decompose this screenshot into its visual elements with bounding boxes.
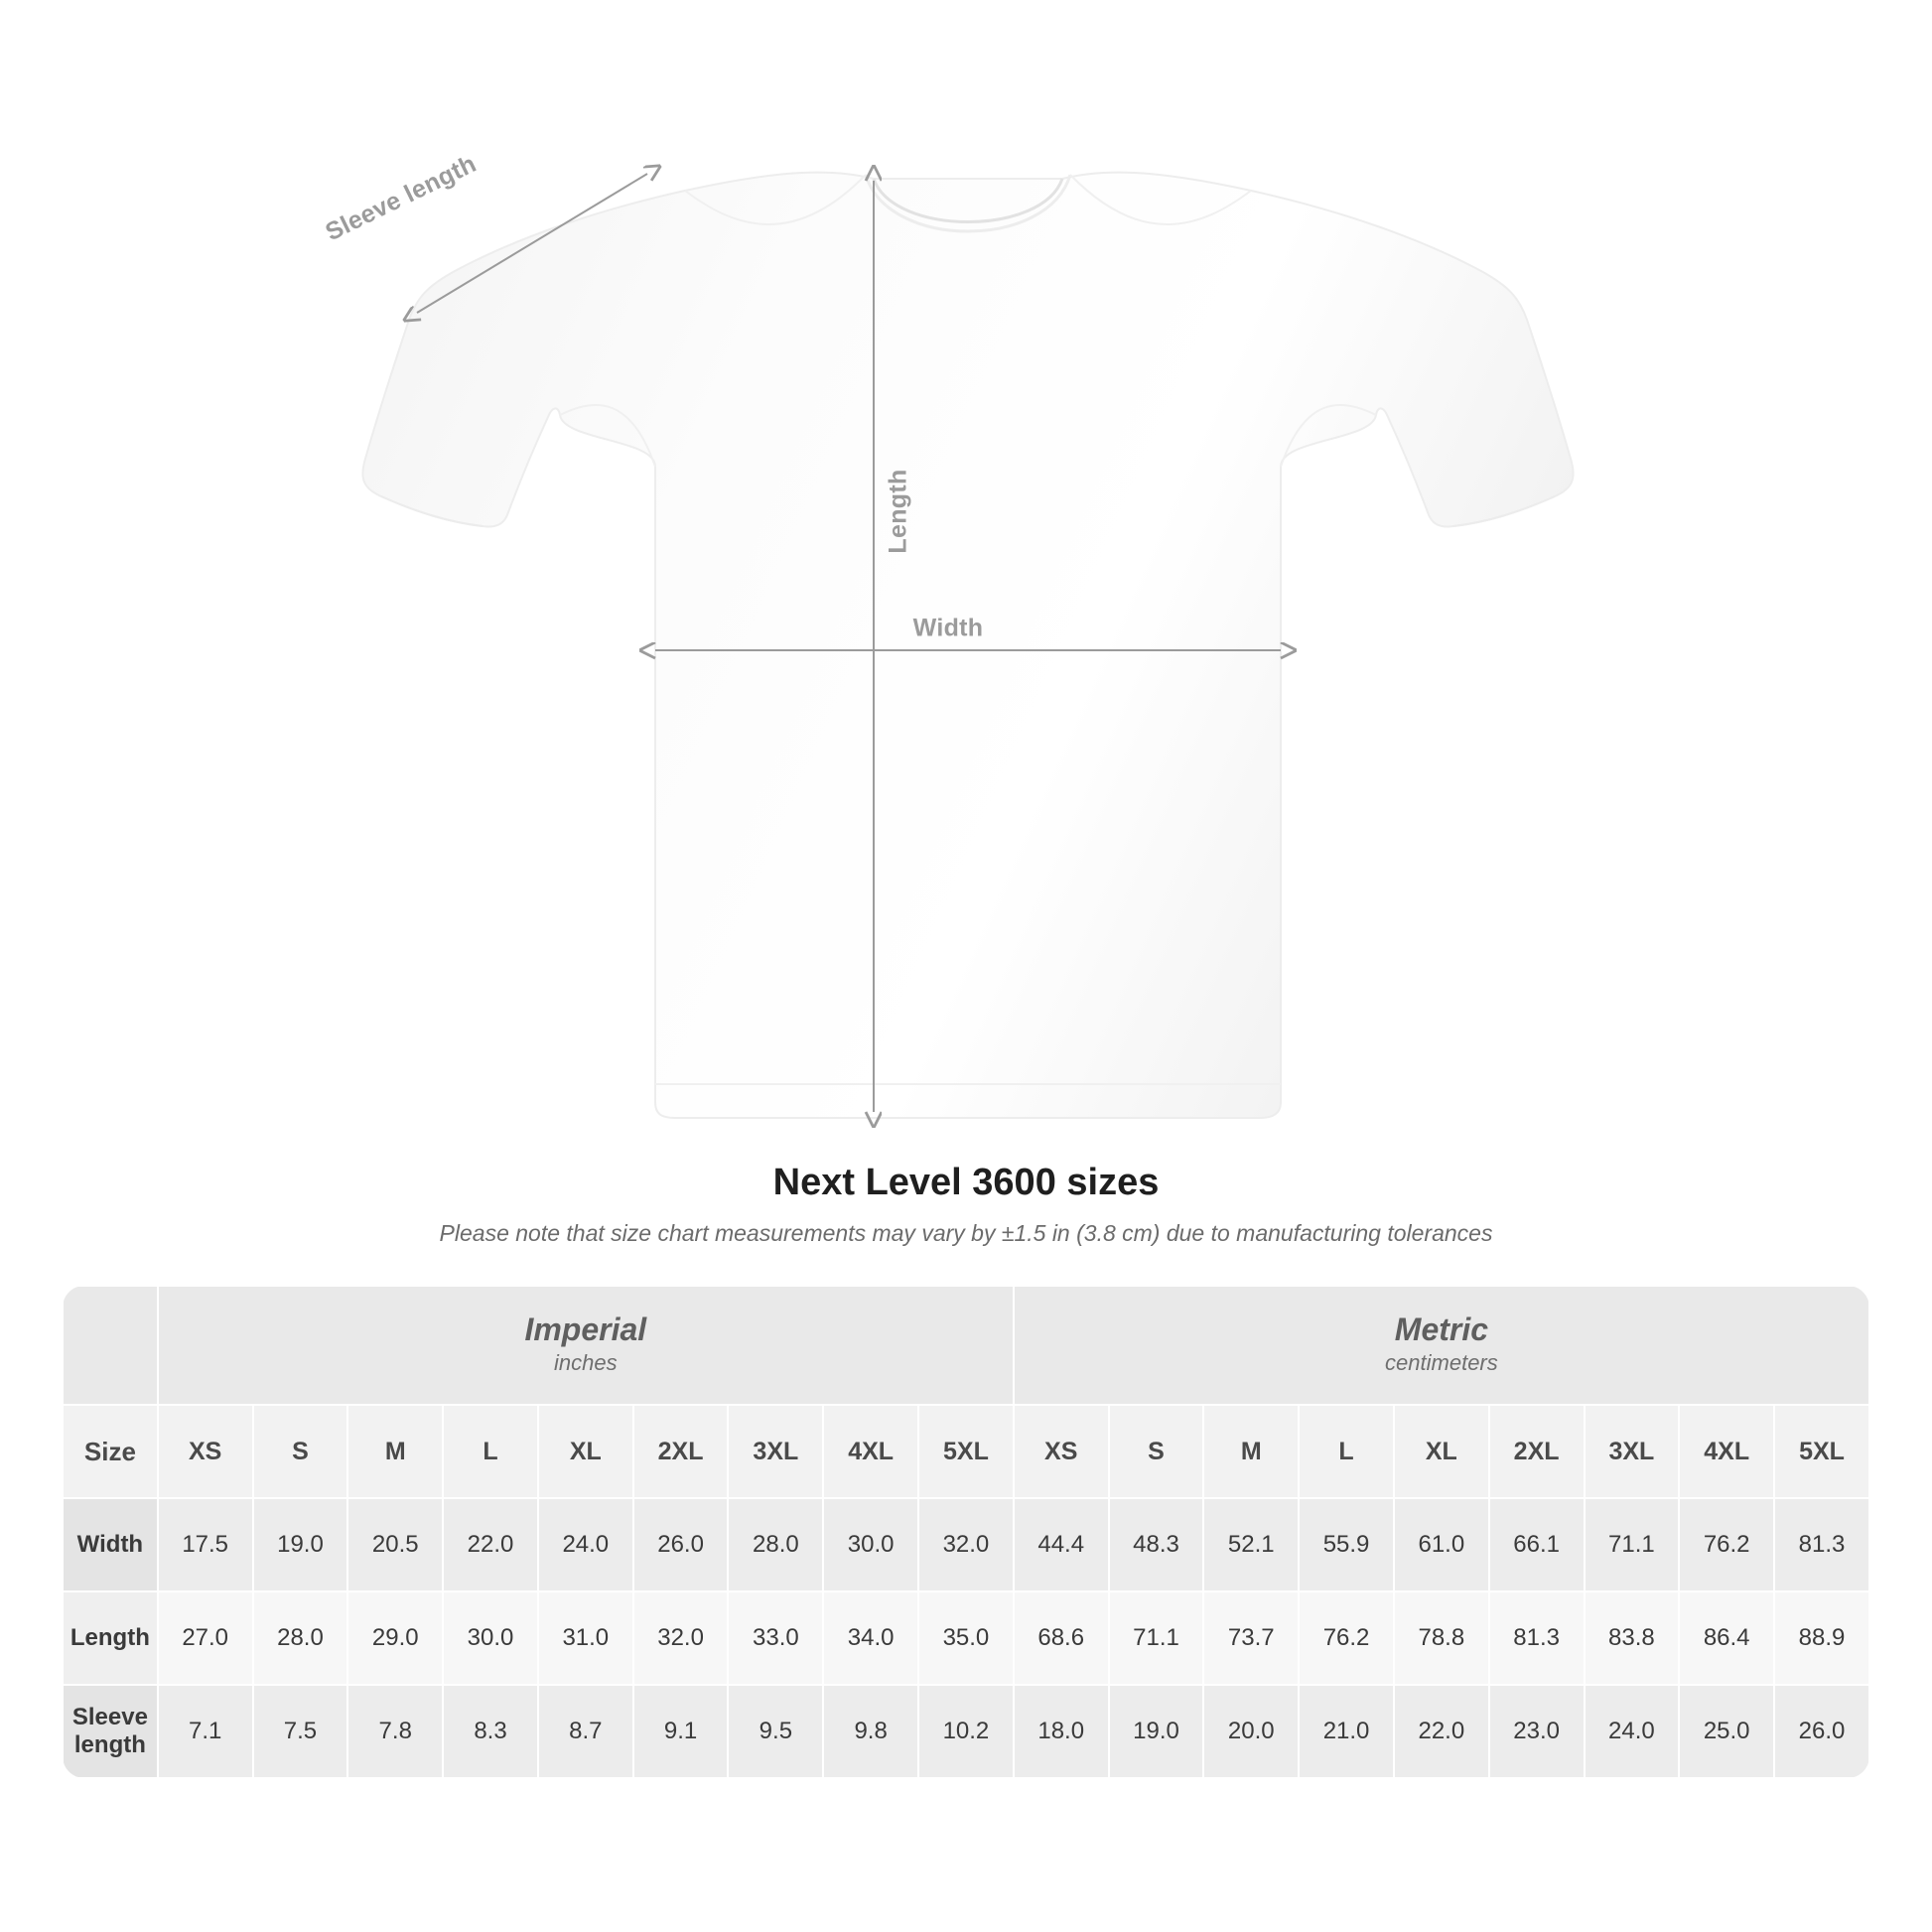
value-cell: 27.0 bbox=[158, 1591, 253, 1685]
page-title: Next Level 3600 sizes bbox=[772, 1162, 1160, 1203]
size-table-wrapper bbox=[62, 1285, 1870, 1779]
imperial-unit: inches bbox=[554, 1350, 618, 1375]
value-cell: 20.0 bbox=[1203, 1685, 1299, 1778]
value-cell: 66.1 bbox=[1489, 1498, 1585, 1591]
size-cell: 4XL bbox=[1679, 1405, 1774, 1498]
value-cell: 76.2 bbox=[1679, 1498, 1774, 1591]
value-cell: 81.3 bbox=[1489, 1591, 1585, 1685]
tolerance-note: Please note that size chart measurements may vary by ±1.5 in (3.8 cm) due to manufacturing tolerances bbox=[439, 1220, 1493, 1246]
value-cell: 76.2 bbox=[1299, 1591, 1394, 1685]
size-cell: XL bbox=[1394, 1405, 1489, 1498]
value-cell: 23.0 bbox=[1489, 1685, 1585, 1778]
value-cell: 71.1 bbox=[1585, 1498, 1680, 1591]
width-annotation: Width bbox=[912, 614, 984, 642]
size-cell: 5XL bbox=[1774, 1405, 1869, 1498]
value-cell: 9.5 bbox=[728, 1685, 823, 1778]
value-cell: 7.1 bbox=[158, 1685, 253, 1778]
table-row bbox=[63, 1591, 1869, 1685]
value-cell: 86.4 bbox=[1679, 1591, 1774, 1685]
size-cell: L bbox=[443, 1405, 538, 1498]
value-cell: 35.0 bbox=[918, 1591, 1014, 1685]
value-cell: 26.0 bbox=[1774, 1685, 1869, 1778]
value-cell: 33.0 bbox=[728, 1591, 823, 1685]
value-cell: 81.3 bbox=[1774, 1498, 1869, 1591]
title-block bbox=[0, 1162, 1932, 1247]
value-cell: 32.0 bbox=[918, 1498, 1014, 1591]
value-cell: 7.8 bbox=[347, 1685, 443, 1778]
value-cell: 83.8 bbox=[1585, 1591, 1680, 1685]
length-annotation: Length bbox=[884, 469, 912, 554]
value-cell: 55.9 bbox=[1299, 1498, 1394, 1591]
sleeve-length-annotation: Sleeve length bbox=[321, 149, 482, 247]
value-cell: 25.0 bbox=[1679, 1685, 1774, 1778]
value-cell: 34.0 bbox=[823, 1591, 918, 1685]
size-cell: 4XL bbox=[823, 1405, 918, 1498]
value-cell: 24.0 bbox=[1585, 1685, 1680, 1778]
value-cell: 88.9 bbox=[1774, 1591, 1869, 1685]
value-cell: 8.7 bbox=[538, 1685, 633, 1778]
size-cell: 2XL bbox=[1489, 1405, 1585, 1498]
value-cell: 18.0 bbox=[1014, 1685, 1109, 1778]
size-cell: XL bbox=[538, 1405, 633, 1498]
value-cell: 22.0 bbox=[443, 1498, 538, 1591]
value-cell: 21.0 bbox=[1299, 1685, 1394, 1778]
value-cell: 29.0 bbox=[347, 1591, 443, 1685]
value-cell: 30.0 bbox=[443, 1591, 538, 1685]
size-cell: 3XL bbox=[1585, 1405, 1680, 1498]
value-cell: 17.5 bbox=[158, 1498, 253, 1591]
value-cell: 68.6 bbox=[1014, 1591, 1109, 1685]
size-cell: L bbox=[1299, 1405, 1394, 1498]
row-label-length: Length bbox=[63, 1591, 158, 1685]
size-cell: 2XL bbox=[633, 1405, 729, 1498]
size-cell: 3XL bbox=[728, 1405, 823, 1498]
size-cell: M bbox=[1203, 1405, 1299, 1498]
unit-header-row bbox=[63, 1286, 1869, 1405]
value-cell: 26.0 bbox=[633, 1498, 729, 1591]
value-cell: 48.3 bbox=[1109, 1498, 1204, 1591]
value-cell: 52.1 bbox=[1203, 1498, 1299, 1591]
value-cell: 19.0 bbox=[1109, 1685, 1204, 1778]
row-label-width: Width bbox=[63, 1498, 158, 1591]
value-cell: 73.7 bbox=[1203, 1591, 1299, 1685]
imperial-header-cell bbox=[158, 1286, 1014, 1405]
value-cell: 78.8 bbox=[1394, 1591, 1489, 1685]
imperial-label: Imperial bbox=[524, 1311, 647, 1348]
size-cell: XS bbox=[1014, 1405, 1109, 1498]
table-row bbox=[63, 1498, 1869, 1591]
value-cell: 71.1 bbox=[1109, 1591, 1204, 1685]
value-cell: 9.1 bbox=[633, 1685, 729, 1778]
metric-label: Metric bbox=[1394, 1311, 1489, 1348]
value-cell: 24.0 bbox=[538, 1498, 633, 1591]
value-cell: 44.4 bbox=[1014, 1498, 1109, 1591]
value-cell: 28.0 bbox=[253, 1591, 348, 1685]
value-cell: 31.0 bbox=[538, 1591, 633, 1685]
value-cell: 61.0 bbox=[1394, 1498, 1489, 1591]
value-cell: 10.2 bbox=[918, 1685, 1014, 1778]
size-cell: 5XL bbox=[918, 1405, 1014, 1498]
table-corner-cell bbox=[63, 1286, 158, 1405]
size-header-row bbox=[63, 1405, 1869, 1498]
size-table bbox=[62, 1285, 1870, 1779]
metric-unit: centimeters bbox=[1385, 1350, 1498, 1375]
value-cell: 30.0 bbox=[823, 1498, 918, 1591]
row-label-sleeve-length: Sleeve length bbox=[63, 1685, 158, 1778]
size-row-label: Size bbox=[63, 1405, 158, 1498]
size-cell: S bbox=[253, 1405, 348, 1498]
value-cell: 19.0 bbox=[253, 1498, 348, 1591]
value-cell: 8.3 bbox=[443, 1685, 538, 1778]
tshirt-shape bbox=[362, 173, 1573, 1118]
value-cell: 7.5 bbox=[253, 1685, 348, 1778]
value-cell: 32.0 bbox=[633, 1591, 729, 1685]
size-cell: XS bbox=[158, 1405, 253, 1498]
value-cell: 20.5 bbox=[347, 1498, 443, 1591]
table-row bbox=[63, 1685, 1869, 1778]
value-cell: 9.8 bbox=[823, 1685, 918, 1778]
size-cell: M bbox=[347, 1405, 443, 1498]
value-cell: 28.0 bbox=[728, 1498, 823, 1591]
value-cell: 22.0 bbox=[1394, 1685, 1489, 1778]
size-cell: S bbox=[1109, 1405, 1204, 1498]
metric-header-cell bbox=[1014, 1286, 1869, 1405]
